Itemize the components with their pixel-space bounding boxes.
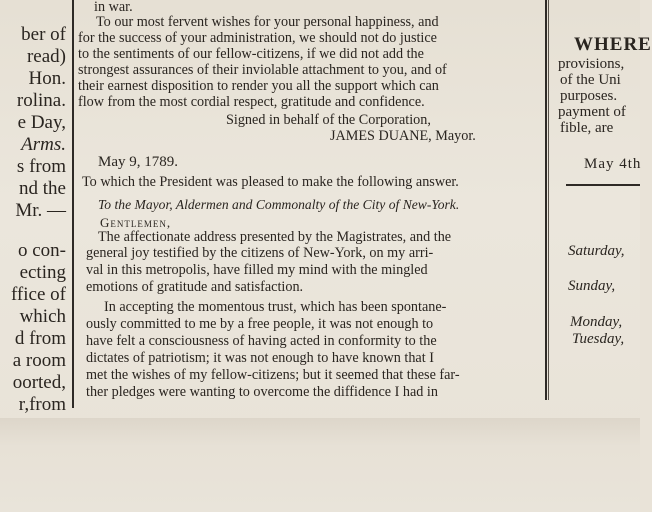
salutation-to: To the Mayor, Aldermen and Commonalty of the City of New-York.	[98, 197, 460, 212]
salutation: Gentlemen,	[100, 215, 172, 230]
left-line: r,from	[18, 394, 66, 415]
left-line: d from	[14, 328, 66, 349]
answer-line: ther pledges were wanting to overcome the diffidence I had in	[86, 384, 438, 400]
answer-line: met the wishes of my fellow-citizens; but it seemed that these far-	[86, 367, 460, 383]
right-line: of the Uni	[560, 72, 621, 88]
left-line: ber of	[21, 24, 66, 45]
left-line: read)	[26, 46, 66, 67]
right-day: Monday,	[570, 314, 623, 330]
answer-line: In accepting the momentous trust, which has been spontane-	[104, 299, 447, 315]
answer-line: dictates of patriotism; it was not enough to have known that I	[86, 350, 434, 366]
answer-line: emotions of gratitude and satisfaction.	[86, 279, 304, 295]
right-day: Saturday,	[568, 243, 625, 259]
left-line: Mr. —	[15, 200, 66, 221]
answer-line: have felt a consciousness of having acted in conformity to the	[86, 333, 437, 349]
right-day: Sunday,	[568, 278, 616, 294]
answer-line: val in this metropolis, have filled my mind with the mingled	[86, 262, 428, 278]
right-heading: WHERE	[574, 34, 652, 55]
left-line: ecting	[19, 262, 66, 283]
center-column	[76, 0, 544, 420]
right-column-rule	[566, 184, 640, 186]
address-line: flow from the most cordial respect, gratitude and confidence.	[78, 94, 425, 110]
left-line: Arms.	[21, 134, 66, 155]
dateline: May 9, 1789.	[98, 154, 178, 170]
signed-line: Signed in behalf of the Corporation,	[226, 112, 431, 128]
column-rule-left	[72, 0, 74, 408]
right-day: Tuesday,	[572, 331, 625, 347]
intro-line: To which the President was pleased to make the following answer.	[82, 174, 459, 190]
right-column	[550, 0, 652, 420]
left-column	[0, 0, 70, 420]
left-line: o con-	[17, 240, 66, 261]
signer-name: JAMES DUANE, Mayor.	[330, 128, 476, 144]
address-line: in war.	[94, 0, 133, 15]
answer-line: The affectionate address presented by the Magistrates, and the	[98, 229, 452, 245]
column-rule-right-inner	[548, 0, 549, 400]
answer-line: ously committed to me by a free people, it was not enough to	[86, 316, 434, 332]
blank-paper-area	[0, 418, 640, 512]
left-line: nd the	[19, 178, 66, 199]
address-line: To our most fervent wishes for your personal happiness, and	[96, 14, 439, 30]
left-line: Hon.	[28, 68, 66, 89]
left-line: ffice of	[10, 284, 66, 305]
left-line: a room	[12, 350, 66, 371]
right-dateline: May 4th	[584, 156, 642, 172]
address-line: for the success of your administration, we should not do justice	[78, 30, 437, 46]
right-line: payment of	[558, 104, 626, 120]
left-line: oorted,	[12, 372, 66, 393]
left-line: e Day,	[17, 112, 66, 133]
right-line: provisions,	[558, 56, 625, 72]
right-line: purposes.	[560, 88, 618, 104]
address-line: their earnest disposition to render you all the support which can	[78, 78, 439, 94]
right-line: fible, are	[560, 120, 614, 136]
left-line: s from	[16, 156, 66, 177]
address-line: to the sentiments of our fellow-citizens, if we did not add the	[78, 46, 424, 62]
address-line: strongest assurances of their inviolable attachment to you, and of	[78, 62, 447, 78]
answer-line: general joy testified by the citizens of New-York, on my arri-	[86, 245, 434, 261]
left-line: which	[19, 306, 66, 327]
left-line: rolina.	[16, 90, 66, 111]
column-rule-right	[545, 0, 547, 400]
